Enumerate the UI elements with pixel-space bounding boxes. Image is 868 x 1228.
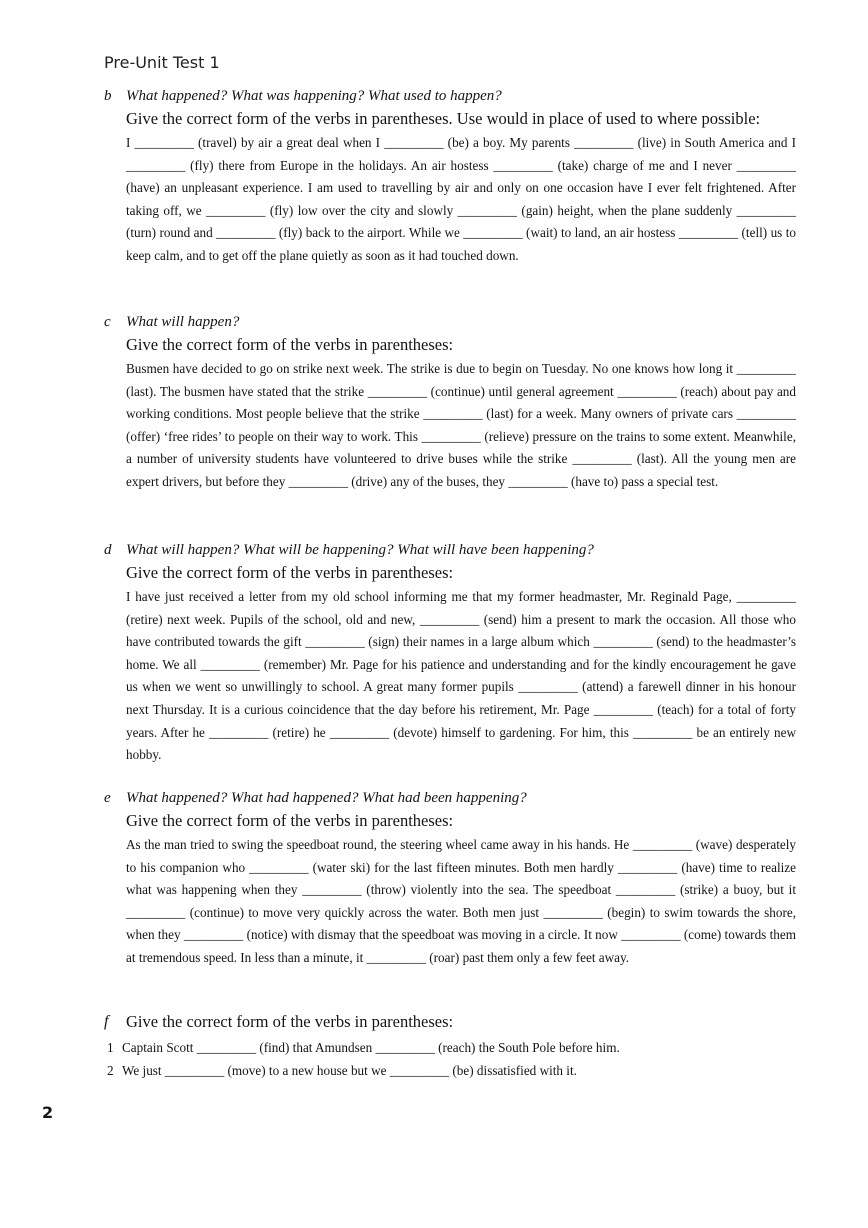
list-item-text: Captain Scott _________ (find) that Amundsen _________ (reach) the South Pole before him.: [122, 1040, 620, 1055]
section-f: [104, 1012, 796, 1082]
section-d: [104, 540, 796, 767]
section-c-letter: c: [104, 314, 111, 330]
section-e-question: [104, 788, 796, 808]
section-e: [104, 788, 796, 970]
page-header: Pre-Unit Test 1: [104, 53, 220, 72]
list-item-text: We just _________ (move) to a new house but we _________ (be) dissatisfied with it.: [122, 1062, 577, 1078]
section-f-letter: f: [104, 1013, 109, 1030]
section-d-passage-text: I have just received a letter from my old school informing me that my former headmaster, Mr. Reginald Page, _________ (retire) next week. Pupils of the school, old and new, _________ (send) him a present to mark the occasion. All those who have contributed towards the gift _________ (sign) their names in a large album which _________ (send) to the headmaster’s home. We all _________ (remember) Mr. Page for his patience and understanding and for the kindly encouragement he gave us when we went so unwillingly to school. A great many former pupils _________ (attend) a farewell dinner in his honour next Thursday. It is a curious coincidence that the day before his retirement, Mr. Page _________ (teach) for a total of forty years. After he _________ (retire) he _________ (devote) himself to gardening. For him, this _________ be an entirely new hobby.: [126, 589, 796, 763]
section-d-question: [104, 540, 796, 560]
section-e-passage: [126, 834, 796, 970]
section-e-passage-text: As the man tried to swing the speedboat round, the steering wheel came away in his hands. He _________ (wave) desperately to his companion who _________ (water ski) for the last fifteen minutes. Both men hardly _________ (have) time to realize what was happening when they _________ (throw) violently into the sea. The speedboat _________ (strike) a buoy, but it _________ (continue) to move very quickly across the water. Both men just _________ (begin) to swim towards the shore, when they _________ (notice) with dismay that the speedboat was moving in a circle. It now _________ (come) towards them at tremendous speed. In less than a minute, it _________ (roar) past them only a few feet away.: [126, 837, 796, 965]
section-e-instruction: Give the correct form of the verbs in parentheses:: [126, 811, 454, 830]
list-item: [104, 1037, 796, 1060]
section-d-question-text: What will happen? What will be happening? What will have been happening?: [126, 542, 594, 558]
section-b-question-text: What happened? What was happening? What used to happen?: [126, 88, 502, 104]
section-f-list: [104, 1037, 796, 1082]
list-item: [104, 1060, 796, 1083]
section-f-instruction: Give the correct form of the verbs in parentheses:: [126, 1012, 454, 1031]
section-e-question-text: What happened? What had happened? What had been happening?: [126, 790, 527, 806]
section-c-passage-text: Busmen have decided to go on strike next week. The strike is due to begin on Tuesday. No one knows how long it _________ (last). The busmen have stated that the strike _________ (continue) until general agreement _________ (reach) about pay and working conditions. Most people believe that the strike _________ (last) for a week. Many owners of private cars _________ (offer) ‘free rides’ to people on their way to work. This _________ (relieve) pressure on the trains to some extent. Meanwhile, a number of university students have volunteered to drive buses while the strike _________ (last). All the young men are expert drivers, but before they _________ (drive) any of the buses, they _________ (have to) pass a special test.: [126, 361, 796, 489]
section-d-letter: d: [104, 542, 112, 558]
section-b-passage-text: I _________ (travel) by air a great deal when I _________ (be) a boy. My parents _________ (live) in South America and I _________ (fly) there from Europe in the holidays. An air hostess _________ (take) charge of me and I never _________ (have) an unpleasant experience. I am used to travelling by air and only on one occasion have I ever felt frightened. After taking off, we _________ (fly) low over the city and slowly _________ (gain) height, when the plane suddenly _________ (turn) round and _________ (fly) back to the airport. While we _________ (wait) to land, an air hostess _________ (tell) us to keep calm, and to get off the plane quietly as soon as it had touched down.: [126, 135, 796, 263]
section-b-instruction: Give the correct form of the verbs in parentheses. Use would in place of used to where possible:: [126, 109, 761, 128]
section-e-letter: e: [104, 790, 111, 806]
section-f-heading: [104, 1012, 796, 1033]
section-d-passage: [126, 586, 796, 767]
section-c-question: [104, 312, 796, 332]
section-c: [104, 312, 796, 494]
list-item-number: 1: [107, 1040, 114, 1055]
section-c-passage: [126, 358, 796, 494]
section-b-letter: b: [104, 88, 112, 104]
section-b-question: [104, 86, 796, 106]
page-number: 2: [42, 1103, 54, 1122]
section-c-instruction: Give the correct form of the verbs in parentheses:: [126, 335, 454, 354]
list-item-number: 2: [107, 1062, 114, 1078]
section-c-question-text: What will happen?: [126, 314, 240, 330]
section-b: [104, 86, 796, 268]
section-b-passage: [126, 132, 796, 268]
section-d-instruction: Give the correct form of the verbs in parentheses:: [126, 563, 454, 582]
